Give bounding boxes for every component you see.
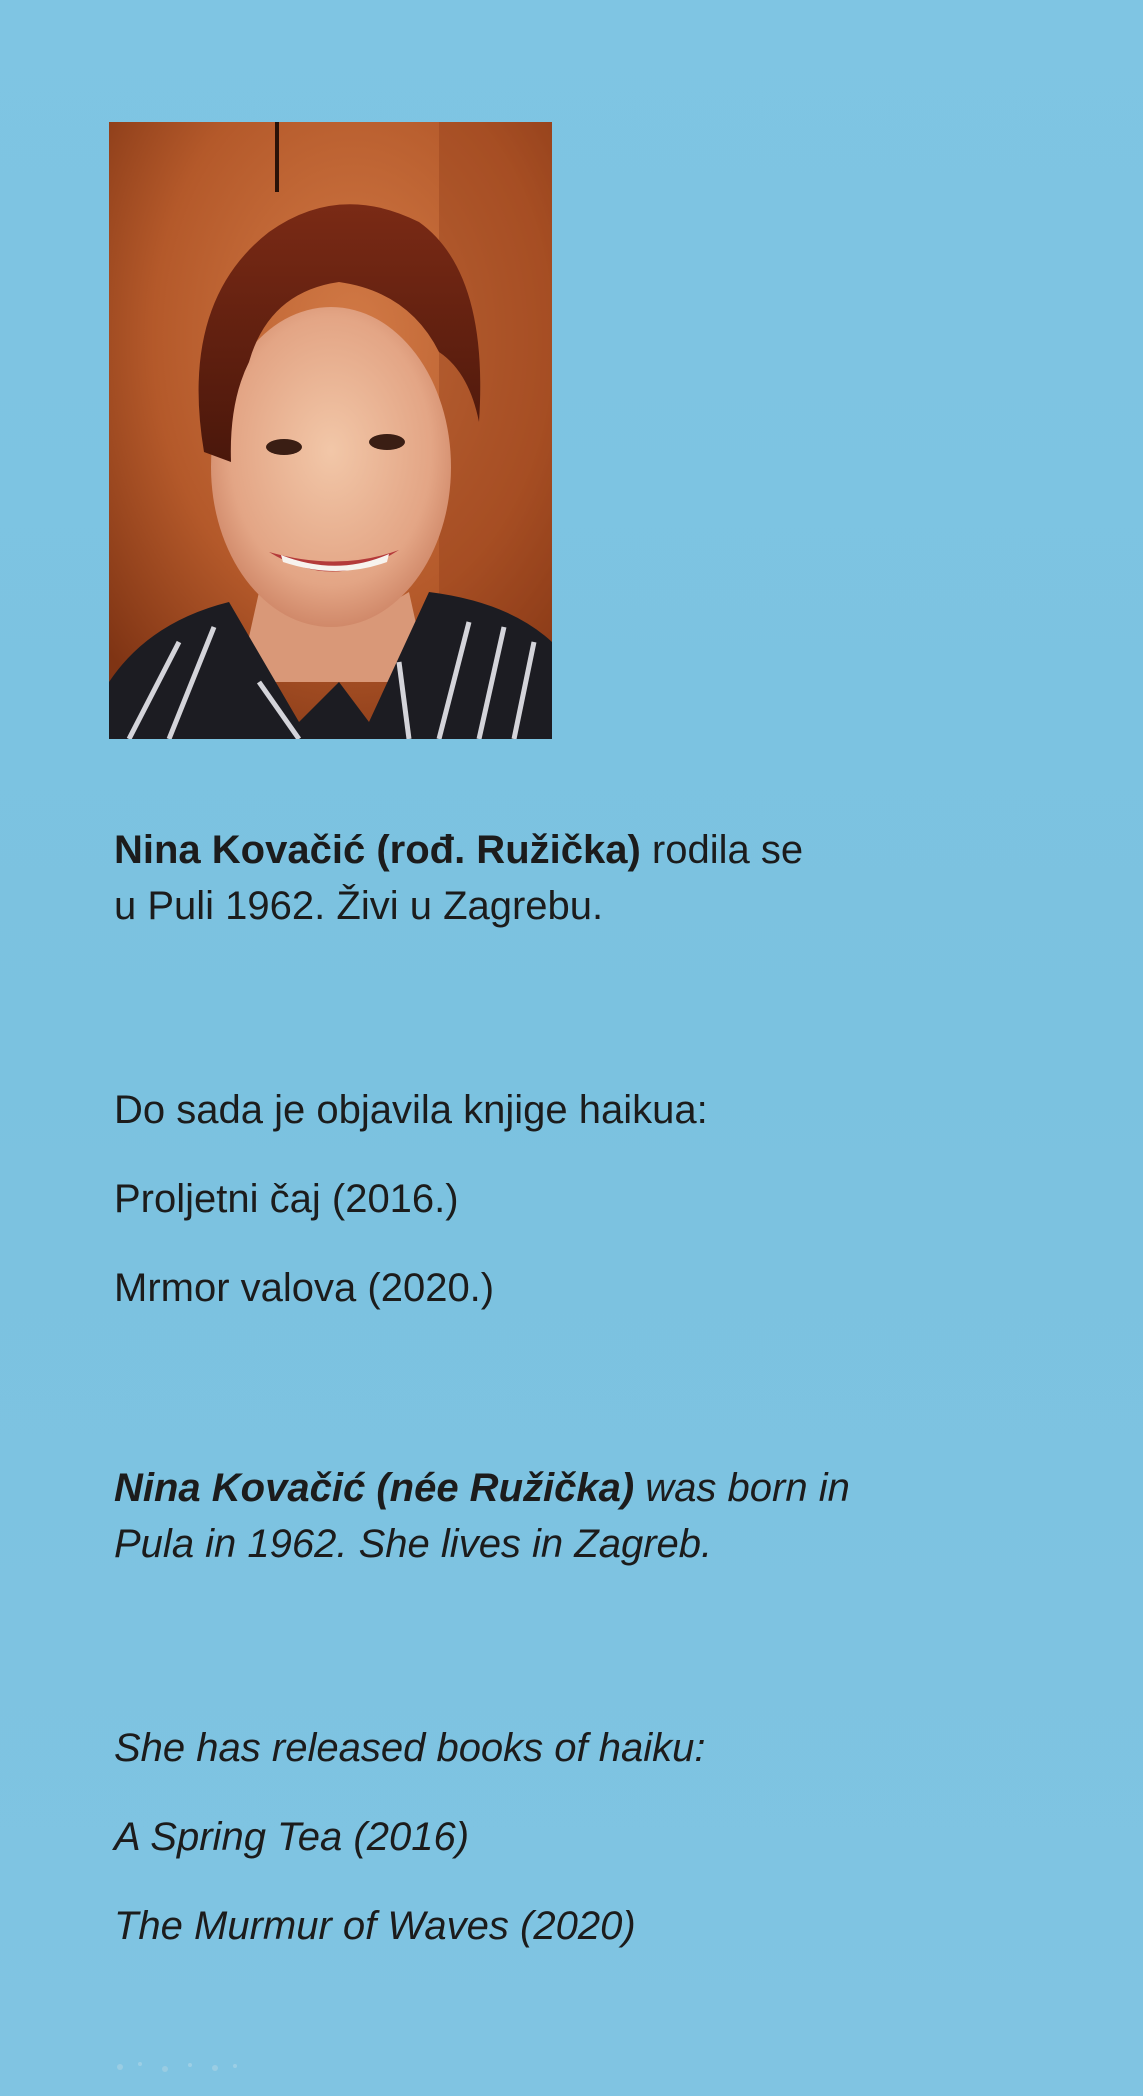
books-list-croatian: [114, 1082, 1074, 1316]
bio-en-line-1: [114, 1460, 1074, 1516]
author-name-en: Nina Kovačić (née Ružička): [114, 1466, 635, 1510]
book-en-item: A Spring Tea (2016): [114, 1815, 470, 1859]
bio-hr-line-2: u Puli 1962. Živi u Zagrebu.: [114, 884, 604, 928]
biography-croatian: [114, 822, 1074, 934]
author-portrait-photo: [109, 122, 552, 739]
bio-hr-line-1: [114, 822, 1074, 878]
books-hr-intro: Do sada je objavila knjige haikua:: [114, 1088, 708, 1132]
bio-en-line-1-rest: was born in: [634, 1466, 850, 1510]
portrait-photo-icon: [109, 122, 552, 739]
book-hr-item: Mrmor valova (2020.): [114, 1266, 495, 1310]
book-hr-item: Proljetni čaj (2016.): [114, 1177, 459, 1221]
books-list-english: [114, 1720, 1074, 1954]
paper-smudge-icon: [110, 2058, 250, 2076]
bio-en-line-2: Pula in 1962. She lives in Zagreb.: [114, 1522, 713, 1566]
books-en-intro: She has released books of haiku:: [114, 1726, 706, 1770]
author-name-hr: Nina Kovačić (rođ. Ružička): [114, 828, 641, 872]
book-en-item: The Murmur of Waves (2020): [114, 1904, 636, 1948]
bio-hr-line-1-rest: rodila se: [640, 828, 804, 872]
biography-english: [114, 1460, 1074, 1572]
